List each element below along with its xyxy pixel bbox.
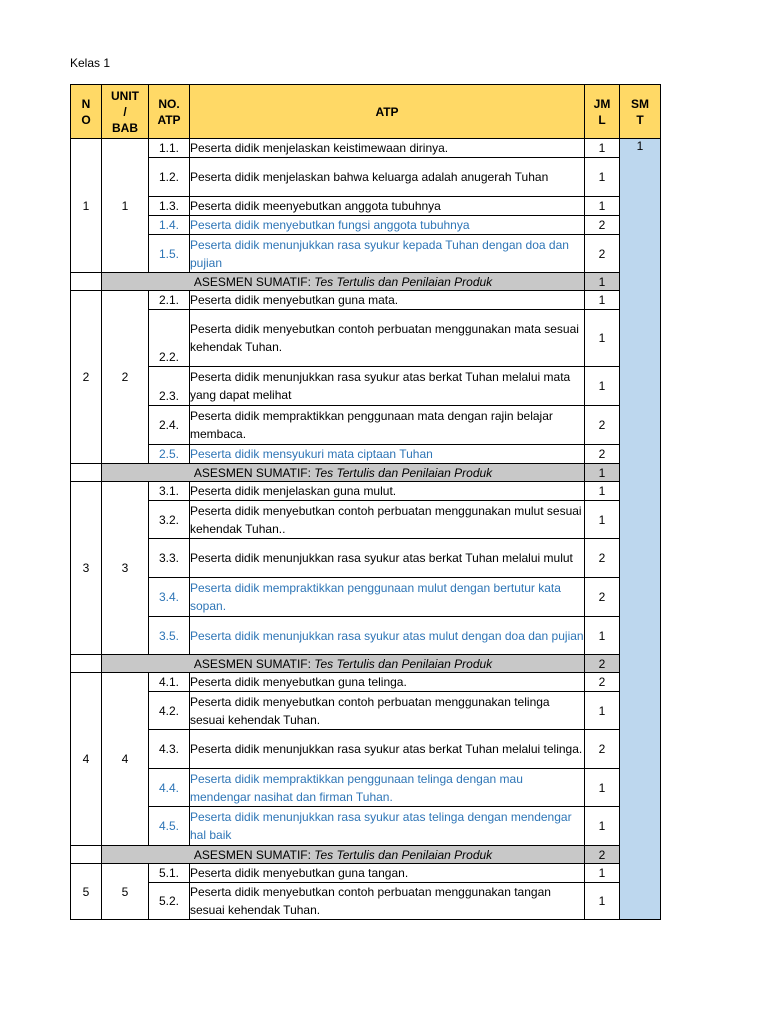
assessment-title: Tes Tertulis dan Penilaian Produk — [314, 465, 493, 480]
assessment-prefix: ASESMEN SUMATIF: — [193, 274, 315, 289]
atp-number: 2.3. — [149, 367, 190, 406]
atp-jml: 1 — [585, 310, 620, 367]
atp-number: 1.1. — [149, 139, 190, 158]
assessment-jml: 2 — [585, 655, 620, 673]
atp-description: Peserta didik menunjukkan rasa syukur atas berkat Tuhan melalui telinga. — [190, 730, 585, 769]
unit-number: 4 — [71, 673, 102, 846]
header-atp: ATP — [190, 85, 585, 139]
atp-jml: 1 — [585, 807, 620, 846]
atp-description: Peserta didik menjelaskan keistimewaan dirinya. — [190, 139, 585, 158]
unit-number: 1 — [71, 139, 102, 273]
atp-jml: 1 — [585, 197, 620, 216]
table-row — [71, 291, 661, 310]
atp-number: 3.4. — [149, 578, 190, 617]
assessment-prefix: ASESMEN SUMATIF: — [193, 656, 315, 671]
atp-number: 4.2. — [149, 692, 190, 730]
table-row — [71, 445, 661, 464]
atp-description: Peserta didik mensyukuri mata ciptaan Tuhan — [190, 445, 585, 464]
table-row — [71, 310, 661, 367]
unit-number: 2 — [71, 291, 102, 464]
table-row — [71, 216, 661, 235]
atp-description: Peserta didik menyebutkan contoh perbuatan menggunakan telinga sesuai kehendak Tuhan. — [190, 692, 585, 730]
atp-jml: 1 — [585, 482, 620, 501]
atp-jml: 1 — [585, 769, 620, 807]
table-row — [71, 235, 661, 273]
atp-number: 2.2. — [149, 310, 190, 367]
table-row — [71, 730, 661, 769]
atp-number: 3.2. — [149, 501, 190, 539]
unit-number: 3 — [71, 482, 102, 655]
assessment-row — [71, 273, 661, 291]
atp-jml: 1 — [585, 139, 620, 158]
atp-number: 4.3. — [149, 730, 190, 769]
assessment-label — [102, 846, 585, 864]
atp-description: Peserta didik menunjukkan rasa syukur atas berkat Tuhan melalui mulut — [190, 539, 585, 578]
assessment-prefix: ASESMEN SUMATIF: — [193, 465, 315, 480]
atp-description: Peserta didik menyebutkan contoh perbuatan menggunakan mata sesuai kehendak Tuhan. — [190, 310, 585, 367]
unit-bab: 2 — [102, 291, 149, 464]
atp-jml: 2 — [585, 673, 620, 692]
assessment-label — [102, 273, 585, 291]
table-row — [71, 501, 661, 539]
unit-number: 5 — [71, 864, 102, 920]
page-caption: Kelas 1 — [70, 56, 111, 70]
assessment-spacer — [71, 655, 102, 673]
atp-description: Peserta didik menyebutkan guna mata. — [190, 291, 585, 310]
table-row — [71, 139, 661, 158]
assessment-jml: 1 — [585, 464, 620, 482]
assessment-title: Tes Tertulis dan Penilaian Produk — [314, 656, 493, 671]
assessment-label — [102, 464, 585, 482]
table-row — [71, 692, 661, 730]
assessment-spacer — [71, 464, 102, 482]
header-unit-bab: UNIT / BAB — [102, 85, 149, 139]
table-row — [71, 367, 661, 406]
atp-jml: 1 — [585, 617, 620, 655]
atp-description: Peserta didik menjelaskan guna mulut. — [190, 482, 585, 501]
table-row — [71, 482, 661, 501]
table-row — [71, 617, 661, 655]
atp-description: Peserta didik mempraktikkan penggunaan telinga dengan mau mendengar nasihat dan firman Tuhan. — [190, 769, 585, 807]
atp-jml: 2 — [585, 235, 620, 273]
atp-description: Peserta didik mempraktikkan penggunaan mata dengan rajin belajar membaca. — [190, 406, 585, 445]
table-row — [71, 578, 661, 617]
atp-jml: 2 — [585, 578, 620, 617]
unit-bab: 5 — [102, 864, 149, 920]
atp-number: 2.5. — [149, 445, 190, 464]
assessment-row — [71, 464, 661, 482]
smt-value: 1 — [620, 139, 661, 920]
atp-number: 1.3. — [149, 197, 190, 216]
atp-number: 3.5. — [149, 617, 190, 655]
atp-jml: 2 — [585, 539, 620, 578]
header-no-atp: NO. ATP — [149, 85, 190, 139]
atp-jml: 1 — [585, 501, 620, 539]
header-row — [71, 85, 661, 139]
atp-number: 1.4. — [149, 216, 190, 235]
table-row — [71, 406, 661, 445]
header-smt: SM T — [620, 85, 661, 139]
atp-table — [70, 84, 661, 920]
assessment-row — [71, 846, 661, 864]
assessment-jml: 1 — [585, 273, 620, 291]
atp-description: Peserta didik menunjukkan rasa syukur atas berkat Tuhan melalui mata yang dapat melihat — [190, 367, 585, 406]
atp-number: 5.2. — [149, 883, 190, 920]
header-no: N O — [71, 85, 102, 139]
atp-jml: 2 — [585, 730, 620, 769]
atp-description: Peserta didik menyebutkan contoh perbuatan menggunakan tangan sesuai kehendak Tuhan. — [190, 883, 585, 920]
assessment-prefix: ASESMEN SUMATIF: — [193, 847, 315, 862]
atp-description: Peserta didik menyebutkan contoh perbuatan menggunakan mulut sesuai kehendak Tuhan.. — [190, 501, 585, 539]
assessment-title: Tes Tertulis dan Penilaian Produk — [314, 847, 493, 862]
assessment-row — [71, 655, 661, 673]
atp-jml: 1 — [585, 864, 620, 883]
atp-number: 4.4. — [149, 769, 190, 807]
atp-jml: 1 — [585, 883, 620, 920]
header-jml: JM L — [585, 85, 620, 139]
atp-description: Peserta didik mempraktikkan penggunaan mulut dengan bertutur kata sopan. — [190, 578, 585, 617]
atp-jml: 2 — [585, 216, 620, 235]
table-row — [71, 539, 661, 578]
atp-jml: 1 — [585, 291, 620, 310]
table-row — [71, 864, 661, 883]
atp-jml: 1 — [585, 692, 620, 730]
atp-description: Peserta didik meenyebutkan anggota tubuhnya — [190, 197, 585, 216]
atp-jml: 1 — [585, 367, 620, 406]
table-row — [71, 769, 661, 807]
atp-description: Peserta didik menyebutkan fungsi anggota tubuhnya — [190, 216, 585, 235]
atp-number: 4.5. — [149, 807, 190, 846]
atp-jml: 2 — [585, 445, 620, 464]
atp-description: Peserta didik menyebutkan guna tangan. — [190, 864, 585, 883]
atp-number: 2.1. — [149, 291, 190, 310]
table-row — [71, 807, 661, 846]
assessment-jml: 2 — [585, 846, 620, 864]
atp-number: 2.4. — [149, 406, 190, 445]
assessment-spacer — [71, 846, 102, 864]
atp-description: Peserta didik menyebutkan guna telinga. — [190, 673, 585, 692]
table-row — [71, 673, 661, 692]
atp-description: Peserta didik menunjukkan rasa syukur atas mulut dengan doa dan pujian — [190, 617, 585, 655]
assessment-spacer — [71, 273, 102, 291]
table-row — [71, 883, 661, 920]
atp-description: Peserta didik menjelaskan bahwa keluarga adalah anugerah Tuhan — [190, 158, 585, 197]
atp-number: 5.1. — [149, 864, 190, 883]
atp-number: 1.2. — [149, 158, 190, 197]
atp-number: 3.1. — [149, 482, 190, 501]
atp-description: Peserta didik menunjukkan rasa syukur atas telinga dengan mendengar hal baik — [190, 807, 585, 846]
unit-bab: 1 — [102, 139, 149, 273]
atp-number: 4.1. — [149, 673, 190, 692]
assessment-label — [102, 655, 585, 673]
table-row — [71, 197, 661, 216]
assessment-title: Tes Tertulis dan Penilaian Produk — [314, 274, 493, 289]
atp-number: 1.5. — [149, 235, 190, 273]
unit-bab: 3 — [102, 482, 149, 655]
atp-jml: 2 — [585, 406, 620, 445]
atp-number: 3.3. — [149, 539, 190, 578]
atp-description: Peserta didik menunjukkan rasa syukur kepada Tuhan dengan doa dan pujian — [190, 235, 585, 273]
atp-jml: 1 — [585, 158, 620, 197]
table-row — [71, 158, 661, 197]
unit-bab: 4 — [102, 673, 149, 846]
